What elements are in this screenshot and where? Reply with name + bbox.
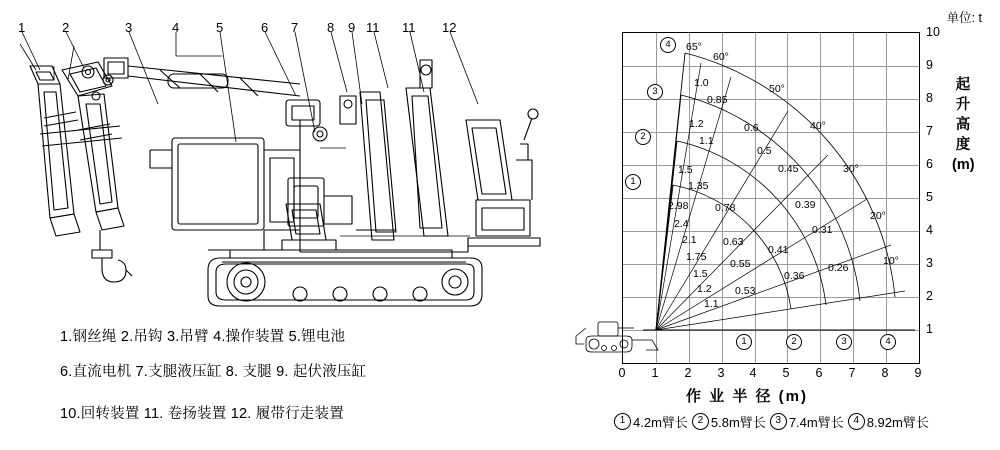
capacity-label: 2.98 (668, 200, 689, 212)
parts-legend-line-2: 6.直流电机 7.支腿液压缸 8. 支腿 9. 起伏液压缸 (60, 364, 367, 380)
capacity-label: 0.78 (715, 202, 736, 214)
callout-number: 6 (261, 20, 269, 35)
callout-number: 8 (327, 20, 335, 35)
angle-label: 20° (870, 210, 886, 222)
callout-number: 2 (62, 20, 70, 35)
capacity-label: 1.2 (697, 283, 712, 295)
capacity-label: 0.31 (812, 224, 833, 236)
legend-label-3: 7.4m臂长 (788, 415, 844, 430)
crane-drawing (0, 0, 590, 320)
callout-number: 12 (442, 20, 457, 35)
callout-number: 11 (402, 20, 416, 35)
callout-number: 9 (348, 20, 356, 35)
y-tick: 9 (926, 58, 933, 72)
boom-length-legend (614, 412, 929, 431)
capacity-label: 0.53 (735, 285, 756, 297)
baseline-marker-1: 1 (736, 334, 752, 350)
capacity-label: 1.0 (694, 77, 709, 89)
legend-item-2 (692, 412, 766, 431)
y-tick: 8 (926, 91, 933, 105)
capacity-label: 0.55 (730, 258, 751, 270)
capacity-label: 1.1 (704, 298, 719, 310)
angle-label: 10° (883, 255, 899, 267)
x-tick: 6 (815, 366, 823, 380)
capacity-label: 1.35 (688, 180, 709, 192)
legend-item-3 (770, 412, 844, 431)
capacity-label: 0.41 (768, 244, 789, 256)
capacity-label: 0.63 (723, 236, 744, 248)
mini-crane-silhouette (568, 300, 688, 360)
angle-label: 50° (769, 83, 785, 95)
angle-label: 30° (843, 163, 859, 175)
baseline-marker-4: 4 (880, 334, 896, 350)
capacity-label: 2.4 (674, 218, 689, 230)
capacity-label: 0.39 (795, 199, 816, 211)
x-tick: 4 (749, 366, 757, 380)
boom-marker-2: 2 (635, 129, 651, 145)
capacity-label: 1.1 (699, 135, 714, 147)
capacity-label: 1.2 (689, 118, 704, 130)
capacity-label: 0.85 (707, 94, 728, 106)
y-tick: 6 (926, 157, 933, 171)
capacity-label: 1.75 (686, 251, 707, 263)
capacity-label: 1.5 (693, 268, 708, 280)
y-axis-title: 起 升 高 度 (m) (952, 77, 975, 173)
boom-marker-3: 3 (647, 84, 663, 100)
y-tick: 1 (926, 322, 933, 336)
callout-number: 7 (291, 20, 299, 35)
baseline-marker-2: 2 (786, 334, 802, 350)
boom-marker-4: 4 (660, 37, 676, 53)
x-tick: 8 (881, 366, 889, 380)
legend-marker-1: 1 (614, 413, 631, 430)
x-tick: 7 (848, 366, 856, 380)
legend-label-1: 4.2m臂长 (633, 415, 688, 430)
capacity-label: 1.5 (678, 164, 693, 176)
legend-label-4: 8.92m臂长 (866, 415, 929, 430)
x-tick: 3 (717, 366, 725, 380)
x-tick: 5 (782, 366, 790, 380)
x-tick: 9 (914, 366, 922, 380)
capacity-label: 2.1 (682, 234, 697, 246)
legend-marker-3: 3 (770, 413, 787, 430)
load-chart-panel (590, 0, 1000, 450)
y-tick: 5 (926, 190, 933, 204)
callout-number: 11 (366, 20, 380, 35)
angle-label: 40° (810, 120, 826, 132)
callout-number: 1 (18, 20, 26, 35)
capacity-label: 0.36 (784, 270, 805, 282)
y-tick: 3 (926, 256, 933, 270)
parts-legend-line-1: 1.钢丝绳 2.吊钩 3.吊臂 4.操作装置 5.锂电池 (60, 329, 346, 345)
capacity-label: 0.6 (744, 122, 759, 134)
angle-label: 60° (713, 51, 729, 63)
y-tick: 2 (926, 289, 933, 303)
legend-marker-2: 2 (692, 413, 709, 430)
y-tick: 7 (926, 124, 933, 138)
boom-marker-1: 1 (625, 174, 641, 190)
x-tick: 2 (684, 366, 692, 380)
parts-legend-line-3: 10.回转装置 11. 卷扬装置 12. 履带行走装置 (60, 406, 344, 422)
capacity-label: 0.45 (778, 163, 799, 175)
callout-number: 4 (172, 20, 180, 35)
legend-marker-4: 4 (848, 413, 865, 430)
legend-item-4 (848, 412, 929, 431)
capacity-label: 0.26 (828, 262, 849, 274)
x-tick: 1 (651, 366, 659, 380)
x-tick: 0 (618, 366, 626, 380)
x-axis-title: 作 业 半 径 (m) (686, 388, 808, 405)
y-tick: 4 (926, 223, 933, 237)
capacity-label: 0.5 (757, 145, 772, 157)
unit-label: 单位: t (946, 11, 982, 25)
y-tick: 10 (926, 25, 940, 39)
angle-label: 65° (686, 41, 702, 53)
legend-label-2: 5.8m臂长 (710, 415, 766, 430)
callout-number: 3 (125, 20, 133, 35)
baseline-marker-3: 3 (836, 334, 852, 350)
legend-item-1 (614, 412, 688, 431)
callout-number: 5 (216, 20, 224, 35)
